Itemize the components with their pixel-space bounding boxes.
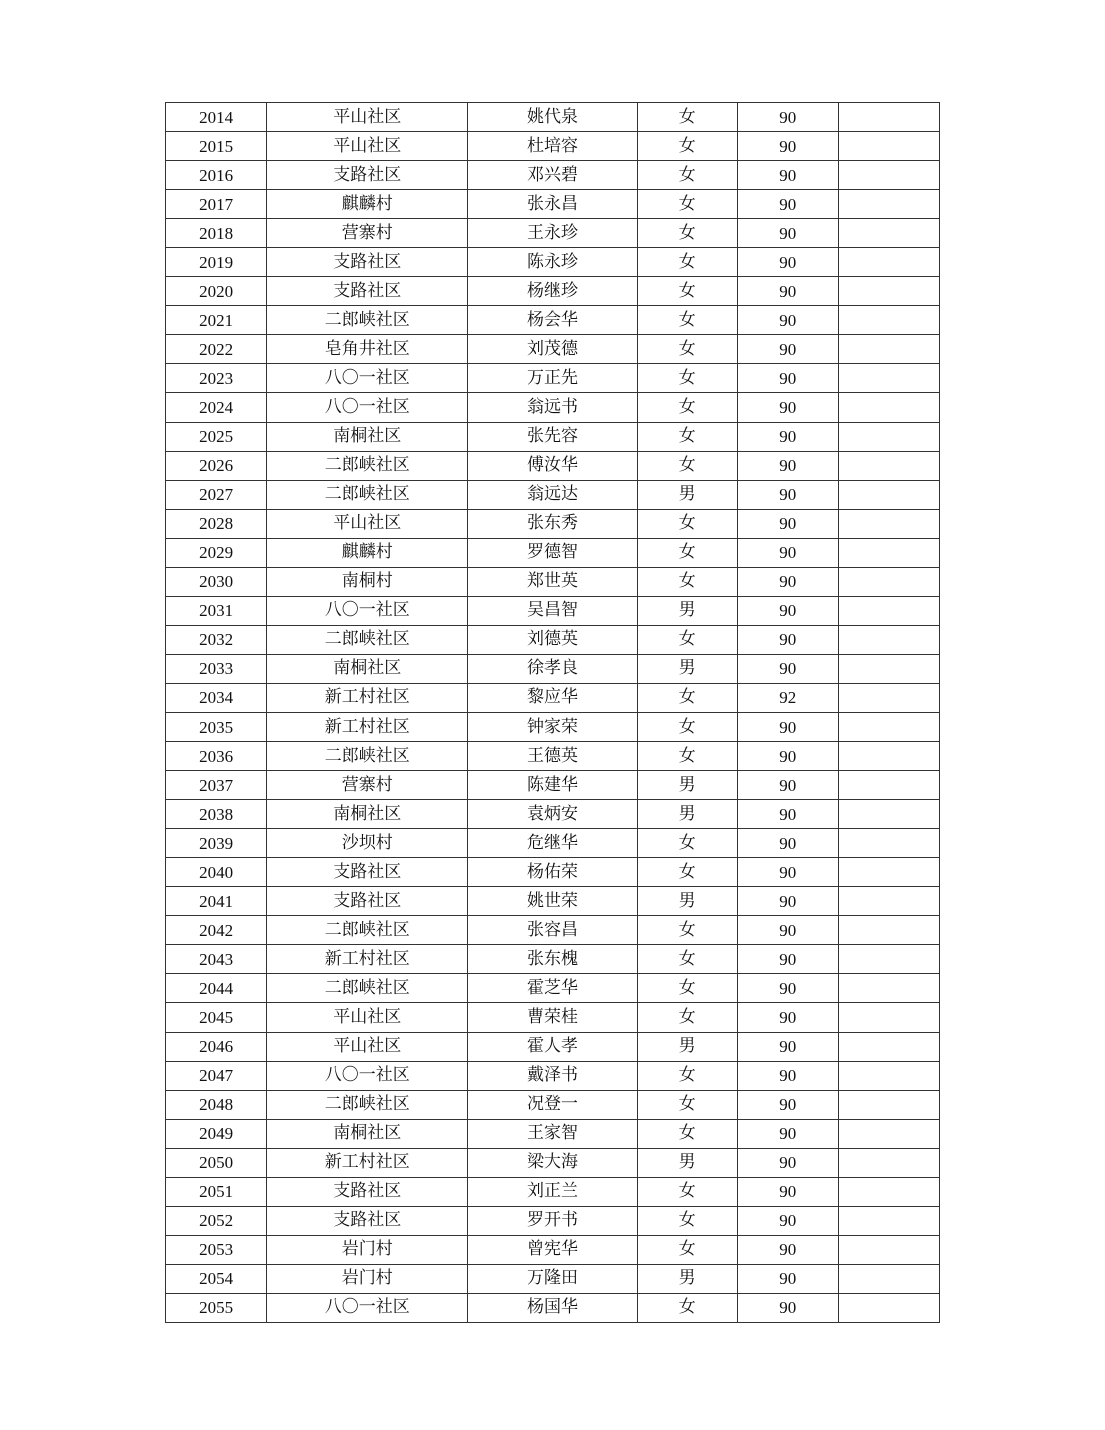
gender-cell: 女 [637, 364, 737, 393]
serial-number-cell: 2019 [166, 248, 267, 277]
table-row [166, 1003, 940, 1032]
table-row [166, 1061, 940, 1090]
age-cell: 90 [737, 1003, 838, 1032]
age-cell: 90 [737, 219, 838, 248]
community-cell: 南桐社区 [267, 654, 468, 683]
age-cell: 92 [737, 683, 838, 712]
gender-cell: 女 [637, 1003, 737, 1032]
serial-number-cell: 2038 [166, 800, 267, 829]
table-row [166, 712, 940, 741]
community-cell: 支路社区 [267, 1177, 468, 1206]
community-cell: 新工村社区 [267, 1148, 468, 1177]
community-cell: 平山社区 [267, 1003, 468, 1032]
age-cell: 90 [737, 771, 838, 800]
person-name-cell: 王德英 [468, 742, 637, 771]
gender-cell: 男 [637, 596, 737, 625]
person-name-cell: 危继华 [468, 829, 637, 858]
gender-cell: 女 [637, 248, 737, 277]
serial-number-cell: 2034 [166, 683, 267, 712]
person-name-cell: 张东槐 [468, 945, 637, 974]
gender-cell: 女 [637, 1206, 737, 1235]
remarks-cell [838, 190, 939, 219]
table-row [166, 771, 940, 800]
person-name-cell: 曾宪华 [468, 1235, 637, 1264]
community-cell: 新工村社区 [267, 712, 468, 741]
gender-cell: 男 [637, 1032, 737, 1061]
serial-number-cell: 2050 [166, 1148, 267, 1177]
person-name-cell: 曹荣桂 [468, 1003, 637, 1032]
remarks-cell [838, 567, 939, 596]
age-cell: 90 [737, 800, 838, 829]
table-row [166, 742, 940, 771]
gender-cell: 女 [637, 161, 737, 190]
table-row [166, 1119, 940, 1148]
age-cell: 90 [737, 1032, 838, 1061]
table-row [166, 596, 940, 625]
community-cell: 支路社区 [267, 161, 468, 190]
gender-cell: 女 [637, 393, 737, 422]
table-row [166, 1235, 940, 1264]
table-row [166, 916, 940, 945]
person-name-cell: 杨国华 [468, 1293, 637, 1322]
remarks-cell [838, 219, 939, 248]
table-row [166, 161, 940, 190]
table-row [166, 800, 940, 829]
serial-number-cell: 2053 [166, 1235, 267, 1264]
serial-number-cell: 2044 [166, 974, 267, 1003]
serial-number-cell: 2030 [166, 567, 267, 596]
table-row [166, 277, 940, 306]
gender-cell: 男 [637, 800, 737, 829]
gender-cell: 女 [637, 1293, 737, 1322]
community-cell: 平山社区 [267, 132, 468, 161]
remarks-cell [838, 364, 939, 393]
person-name-cell: 张永昌 [468, 190, 637, 219]
age-cell: 90 [737, 364, 838, 393]
age-cell: 90 [737, 248, 838, 277]
community-cell: 新工村社区 [267, 945, 468, 974]
person-name-cell: 杨继珍 [468, 277, 637, 306]
table-row [166, 858, 940, 887]
person-name-cell: 霍芝华 [468, 974, 637, 1003]
serial-number-cell: 2041 [166, 887, 267, 916]
gender-cell: 女 [637, 742, 737, 771]
remarks-cell [838, 1003, 939, 1032]
remarks-cell [838, 248, 939, 277]
age-cell: 90 [737, 161, 838, 190]
remarks-cell [838, 393, 939, 422]
person-name-cell: 翁远书 [468, 393, 637, 422]
age-cell: 90 [737, 393, 838, 422]
remarks-cell [838, 422, 939, 451]
age-cell: 90 [737, 132, 838, 161]
community-cell: 南桐社区 [267, 1119, 468, 1148]
remarks-cell [838, 103, 939, 132]
age-cell: 90 [737, 742, 838, 771]
person-name-cell: 霍人孝 [468, 1032, 637, 1061]
community-cell: 营寨村 [267, 771, 468, 800]
gender-cell: 女 [637, 916, 737, 945]
age-cell: 90 [737, 1148, 838, 1177]
serial-number-cell: 2043 [166, 945, 267, 974]
table-row [166, 1177, 940, 1206]
person-name-cell: 袁炳安 [468, 800, 637, 829]
gender-cell: 女 [637, 306, 737, 335]
gender-cell: 男 [637, 480, 737, 509]
serial-number-cell: 2048 [166, 1090, 267, 1119]
table-row [166, 625, 940, 654]
person-name-cell: 罗德智 [468, 538, 637, 567]
community-cell: 二郎峡社区 [267, 742, 468, 771]
serial-number-cell: 2016 [166, 161, 267, 190]
remarks-cell [838, 945, 939, 974]
remarks-cell [838, 451, 939, 480]
serial-number-cell: 2018 [166, 219, 267, 248]
community-cell: 八〇一社区 [267, 1293, 468, 1322]
remarks-cell [838, 1235, 939, 1264]
table-row [166, 1264, 940, 1293]
community-cell: 二郎峡社区 [267, 1090, 468, 1119]
gender-cell: 女 [637, 945, 737, 974]
age-cell: 90 [737, 1177, 838, 1206]
serial-number-cell: 2020 [166, 277, 267, 306]
age-cell: 90 [737, 538, 838, 567]
community-cell: 新工村社区 [267, 683, 468, 712]
age-cell: 90 [737, 974, 838, 1003]
remarks-cell [838, 132, 939, 161]
person-name-cell: 万正先 [468, 364, 637, 393]
gender-cell: 女 [637, 538, 737, 567]
serial-number-cell: 2017 [166, 190, 267, 219]
gender-cell: 女 [637, 1061, 737, 1090]
gender-cell: 女 [637, 1177, 737, 1206]
serial-number-cell: 2042 [166, 916, 267, 945]
community-cell: 麒麟村 [267, 190, 468, 219]
community-cell: 支路社区 [267, 248, 468, 277]
serial-number-cell: 2025 [166, 422, 267, 451]
remarks-cell [838, 1264, 939, 1293]
age-cell: 90 [737, 858, 838, 887]
community-cell: 平山社区 [267, 509, 468, 538]
community-cell: 二郎峡社区 [267, 451, 468, 480]
age-cell: 90 [737, 335, 838, 364]
gender-cell: 女 [637, 625, 737, 654]
community-cell: 二郎峡社区 [267, 625, 468, 654]
community-cell: 皂角井社区 [267, 335, 468, 364]
table-row [166, 190, 940, 219]
person-name-cell: 梁大海 [468, 1148, 637, 1177]
person-name-cell: 傅汝华 [468, 451, 637, 480]
remarks-cell [838, 306, 939, 335]
remarks-cell [838, 742, 939, 771]
serial-number-cell: 2031 [166, 596, 267, 625]
table-row [166, 887, 940, 916]
gender-cell: 女 [637, 858, 737, 887]
gender-cell: 男 [637, 887, 737, 916]
remarks-cell [838, 1293, 939, 1322]
table-row [166, 248, 940, 277]
person-name-cell: 杨会华 [468, 306, 637, 335]
table-row [166, 103, 940, 132]
age-cell: 90 [737, 1235, 838, 1264]
table-row [166, 829, 940, 858]
gender-cell: 男 [637, 771, 737, 800]
community-cell: 八〇一社区 [267, 1061, 468, 1090]
person-name-cell: 刘茂德 [468, 335, 637, 364]
community-cell: 营寨村 [267, 219, 468, 248]
serial-number-cell: 2026 [166, 451, 267, 480]
table-row [166, 1148, 940, 1177]
table-row [166, 219, 940, 248]
remarks-cell [838, 1148, 939, 1177]
remarks-cell [838, 625, 939, 654]
community-cell: 南桐社区 [267, 800, 468, 829]
person-name-cell: 刘正兰 [468, 1177, 637, 1206]
serial-number-cell: 2024 [166, 393, 267, 422]
gender-cell: 女 [637, 829, 737, 858]
person-name-cell: 王家智 [468, 1119, 637, 1148]
person-name-cell: 戴泽书 [468, 1061, 637, 1090]
serial-number-cell: 2055 [166, 1293, 267, 1322]
remarks-cell [838, 335, 939, 364]
table-row [166, 451, 940, 480]
remarks-cell [838, 1119, 939, 1148]
gender-cell: 女 [637, 132, 737, 161]
remarks-cell [838, 161, 939, 190]
remarks-cell [838, 538, 939, 567]
remarks-cell [838, 509, 939, 538]
remarks-cell [838, 1061, 939, 1090]
serial-number-cell: 2045 [166, 1003, 267, 1032]
person-name-cell: 刘德英 [468, 625, 637, 654]
gender-cell: 女 [637, 509, 737, 538]
gender-cell: 女 [637, 277, 737, 306]
person-name-cell: 郑世英 [468, 567, 637, 596]
remarks-cell [838, 974, 939, 1003]
remarks-cell [838, 887, 939, 916]
person-name-cell: 张先容 [468, 422, 637, 451]
remarks-cell [838, 683, 939, 712]
gender-cell: 女 [637, 712, 737, 741]
person-name-cell: 徐孝良 [468, 654, 637, 683]
remarks-cell [838, 277, 939, 306]
person-name-cell: 罗开书 [468, 1206, 637, 1235]
remarks-cell [838, 829, 939, 858]
age-cell: 90 [737, 654, 838, 683]
table-row [166, 509, 940, 538]
serial-number-cell: 2033 [166, 654, 267, 683]
serial-number-cell: 2015 [166, 132, 267, 161]
gender-cell: 女 [637, 1119, 737, 1148]
gender-cell: 男 [637, 654, 737, 683]
age-cell: 90 [737, 480, 838, 509]
serial-number-cell: 2036 [166, 742, 267, 771]
remarks-cell [838, 1032, 939, 1061]
table-row [166, 567, 940, 596]
community-cell: 八〇一社区 [267, 364, 468, 393]
serial-number-cell: 2032 [166, 625, 267, 654]
community-cell: 岩门村 [267, 1264, 468, 1293]
table-row [166, 422, 940, 451]
age-cell: 90 [737, 1264, 838, 1293]
gender-cell: 女 [637, 103, 737, 132]
table-row [166, 1032, 940, 1061]
table-row [166, 132, 940, 161]
community-cell: 八〇一社区 [267, 596, 468, 625]
remarks-cell [838, 800, 939, 829]
serial-number-cell: 2047 [166, 1061, 267, 1090]
roster-table [165, 102, 940, 1323]
person-name-cell: 陈永珍 [468, 248, 637, 277]
table-row [166, 393, 940, 422]
person-name-cell: 杨佑荣 [468, 858, 637, 887]
roster-table-body [166, 103, 940, 1323]
person-name-cell: 黎应华 [468, 683, 637, 712]
community-cell: 支路社区 [267, 858, 468, 887]
age-cell: 90 [737, 829, 838, 858]
community-cell: 支路社区 [267, 887, 468, 916]
age-cell: 90 [737, 945, 838, 974]
person-name-cell: 吴昌智 [468, 596, 637, 625]
serial-number-cell: 2027 [166, 480, 267, 509]
serial-number-cell: 2022 [166, 335, 267, 364]
age-cell: 90 [737, 1061, 838, 1090]
serial-number-cell: 2028 [166, 509, 267, 538]
gender-cell: 男 [637, 1264, 737, 1293]
serial-number-cell: 2046 [166, 1032, 267, 1061]
community-cell: 二郎峡社区 [267, 306, 468, 335]
age-cell: 90 [737, 712, 838, 741]
age-cell: 90 [737, 422, 838, 451]
table-row [166, 1206, 940, 1235]
person-name-cell: 钟家荣 [468, 712, 637, 741]
age-cell: 90 [737, 567, 838, 596]
age-cell: 90 [737, 103, 838, 132]
age-cell: 90 [737, 1119, 838, 1148]
table-row [166, 945, 940, 974]
age-cell: 90 [737, 916, 838, 945]
remarks-cell [838, 1206, 939, 1235]
remarks-cell [838, 771, 939, 800]
age-cell: 90 [737, 625, 838, 654]
community-cell: 支路社区 [267, 1206, 468, 1235]
table-row [166, 654, 940, 683]
age-cell: 90 [737, 1293, 838, 1322]
serial-number-cell: 2051 [166, 1177, 267, 1206]
person-name-cell: 王永珍 [468, 219, 637, 248]
community-cell: 平山社区 [267, 1032, 468, 1061]
age-cell: 90 [737, 596, 838, 625]
table-row [166, 974, 940, 1003]
person-name-cell: 姚世荣 [468, 887, 637, 916]
serial-number-cell: 2035 [166, 712, 267, 741]
age-cell: 90 [737, 190, 838, 219]
table-row [166, 335, 940, 364]
community-cell: 麒麟村 [267, 538, 468, 567]
table-row [166, 683, 940, 712]
age-cell: 90 [737, 887, 838, 916]
community-cell: 二郎峡社区 [267, 974, 468, 1003]
table-row [166, 364, 940, 393]
remarks-cell [838, 1090, 939, 1119]
gender-cell: 女 [637, 422, 737, 451]
gender-cell: 女 [637, 190, 737, 219]
person-name-cell: 邓兴碧 [468, 161, 637, 190]
serial-number-cell: 2054 [166, 1264, 267, 1293]
person-name-cell: 况登一 [468, 1090, 637, 1119]
person-name-cell: 陈建华 [468, 771, 637, 800]
serial-number-cell: 2037 [166, 771, 267, 800]
community-cell: 二郎峡社区 [267, 480, 468, 509]
community-cell: 八〇一社区 [267, 393, 468, 422]
gender-cell: 女 [637, 219, 737, 248]
table-row [166, 538, 940, 567]
serial-number-cell: 2039 [166, 829, 267, 858]
remarks-cell [838, 1177, 939, 1206]
age-cell: 90 [737, 277, 838, 306]
community-cell: 岩门村 [267, 1235, 468, 1264]
community-cell: 支路社区 [267, 277, 468, 306]
age-cell: 90 [737, 1206, 838, 1235]
serial-number-cell: 2040 [166, 858, 267, 887]
person-name-cell: 张东秀 [468, 509, 637, 538]
person-name-cell: 杜培容 [468, 132, 637, 161]
person-name-cell: 姚代泉 [468, 103, 637, 132]
person-name-cell: 翁远达 [468, 480, 637, 509]
community-cell: 沙坝村 [267, 829, 468, 858]
serial-number-cell: 2021 [166, 306, 267, 335]
serial-number-cell: 2014 [166, 103, 267, 132]
table-row [166, 480, 940, 509]
gender-cell: 女 [637, 1090, 737, 1119]
age-cell: 90 [737, 1090, 838, 1119]
gender-cell: 女 [637, 335, 737, 364]
community-cell: 南桐社区 [267, 422, 468, 451]
age-cell: 90 [737, 306, 838, 335]
gender-cell: 女 [637, 1235, 737, 1264]
serial-number-cell: 2029 [166, 538, 267, 567]
table-row [166, 306, 940, 335]
person-name-cell: 万隆田 [468, 1264, 637, 1293]
serial-number-cell: 2049 [166, 1119, 267, 1148]
serial-number-cell: 2052 [166, 1206, 267, 1235]
remarks-cell [838, 480, 939, 509]
age-cell: 90 [737, 509, 838, 538]
gender-cell: 女 [637, 974, 737, 1003]
gender-cell: 男 [637, 1148, 737, 1177]
gender-cell: 女 [637, 683, 737, 712]
gender-cell: 女 [637, 451, 737, 480]
remarks-cell [838, 712, 939, 741]
gender-cell: 女 [637, 567, 737, 596]
table-row [166, 1090, 940, 1119]
remarks-cell [838, 858, 939, 887]
age-cell: 90 [737, 451, 838, 480]
remarks-cell [838, 596, 939, 625]
serial-number-cell: 2023 [166, 364, 267, 393]
community-cell: 平山社区 [267, 103, 468, 132]
community-cell: 南桐村 [267, 567, 468, 596]
remarks-cell [838, 654, 939, 683]
table-row [166, 1293, 940, 1322]
person-name-cell: 张容昌 [468, 916, 637, 945]
remarks-cell [838, 916, 939, 945]
community-cell: 二郎峡社区 [267, 916, 468, 945]
